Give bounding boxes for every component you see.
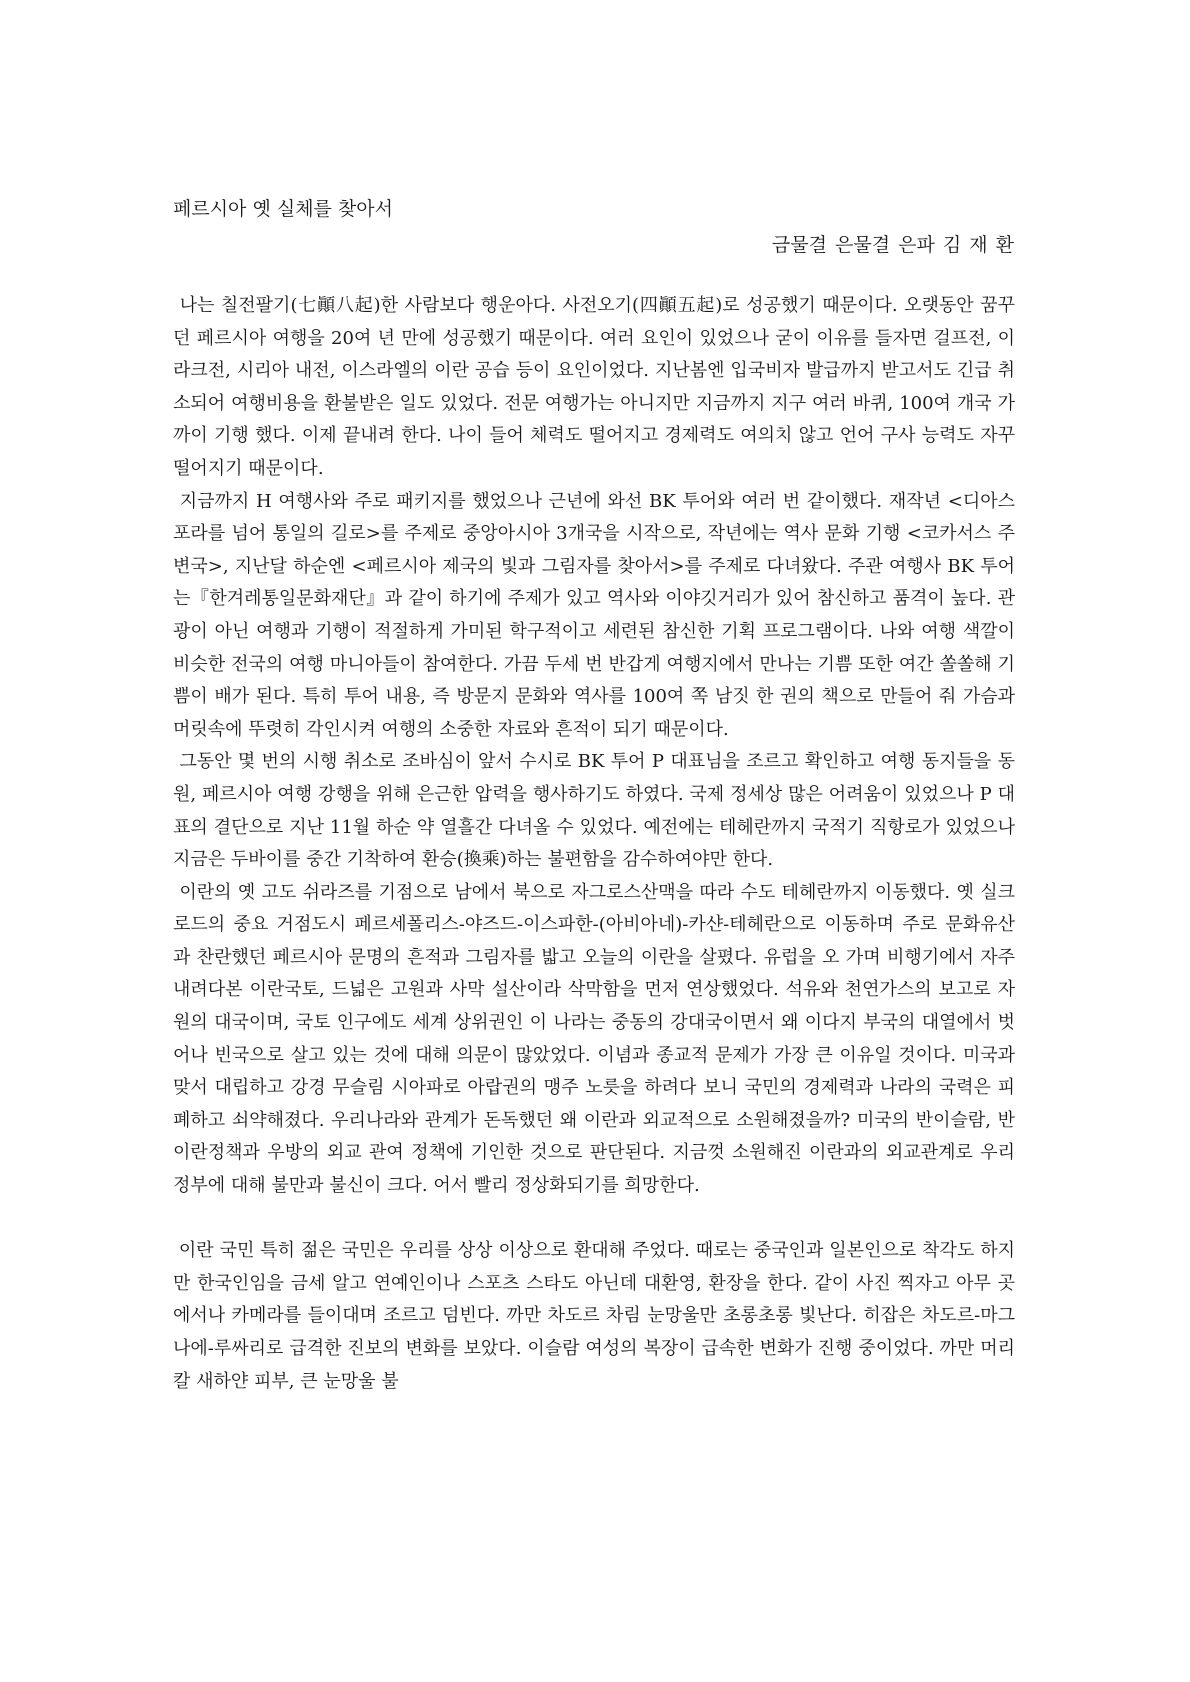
paragraph-1: 나는 칠전팔기(七顚八起)한 사람보다 행운아다. 사전오기(四顚五起)로 성공했기 때문이다. 오랫동안 꿈꾸던 페르시아 여행을 20여 년 만에 성공했기 때문이다. 여러 요인이 있었으나 굳이 이유를 들자면 걸프전, 이라크전, 시리아 내전, 이스라엘의 이란 공습 등이 요인이었다. 지난봄엔 입국비자 발급까지 받고서도 긴급 취소되어 여행비용을 환불받은 일도 있었다. 전문 여행가는 아니지만 지금까지 지구 여러 바퀴, 100여 개국 가까이 기행 했다. 이제 끝내려 한다. 나이 들어 체력도 떨어지고 경제력도 여의치 않고 언어 구사 능력도 자꾸 떨어지기 때문이다. (173, 295, 1021, 479)
document-author: 금물결 은물결 은파 김 재 환 (771, 234, 1014, 256)
paragraph-3: 그동안 몇 번의 시행 취소로 조바심이 앞서 수시로 BK 투어 P 대표님을 조르고 확인하고 여행 동지들을 동원, 페르시아 여행 강행을 위해 은근한 압력을 행사하기도 하였다. 국제 정세상 많은 어려움이 있었으나 P 대표의 결단으로 지난 11월 하순 약 열흘간 다녀올 수 있었다. 예전에는 테헤란까지 국적기 직항로가 있었으나 지금은 두바이를 중간 기착하여 환승(換乘)하는 불편함을 감수하여야만 한다. (173, 751, 1021, 871)
paragraph-2: 지금까지 H 여행사와 주로 패키지를 했었으나 근년에 와선 BK 투어와 여러 번 같이했다. 재작년 <디아스포라를 넘어 통일의 길로>를 주제로 중앙아시아 3개국을 시작으로, 작년에는 역사 문화 기행 <코카서스 주변국>, 지난달 하순엔 <페르시아 제국의 빛과 그림자를 찾아서>를 주제로 다녀왔다. 주관 여행사 BK 투어는『한겨레통일문화재단』과 같이 하기에 주제가 있고 역사와 이야깃거리가 있어 참신하고 품격이 높다. 관광이 아닌 여행과 기행이 적절하게 가미된 학구적이고 세련된 참신한 기획 프로그램이다. 나와 여행 색깔이 비슷한 전국의 여행 마니아들이 참여한다. 가끔 두세 번 반갑게 여행지에서 만나는 기쁨 또한 여간 쏠쏠해 기쁨이 배가 된다. 특히 투어 내용, 즉 방문지 문화와 역사를 100여 쪽 남짓 한 권의 책으로 만들어 줘 가슴과 머릿속에 뚜렷히 각인시켜 여행의 소중한 자료와 흔적이 되기 때문이다. (173, 490, 1021, 740)
document-body (173, 290, 1021, 1398)
paragraph-5: 이란 국민 특히 젊은 국민은 우리를 상상 이상으로 환대해 주었다. 때로는 중국인과 일본인으로 착각도 하지만 한국인임을 금세 알고 연예인이나 스포츠 스타도 아닌데 대환영, 환장을 한다. 같이 사진 찍자고 아무 곳에서나 카메라를 들이대며 조르고 덤빈다. 까만 차도르 차림 눈망울만 초롱초롱 빛난다. 히잡은 차도르-마그나에-루싸리로 급격한 진보의 변화를 보았다. 이슬람 여성의 복장이 급속한 변화가 진행 중이었다. 까만 머리칼 새하얀 피부, 큰 눈망울 불 (173, 1240, 1015, 1392)
paragraph-4: 이란의 옛 고도 쉬라즈를 기점으로 남에서 북으로 자그로스산맥을 따라 수도 테헤란까지 이동했다. 옛 실크로드의 중요 거점도시 페르세폴리스-야즈드-이스파한-(아비아네)-카샨-테헤란으로 이동하며 주로 문화유산과 찬란했던 페르시아 문명의 흔적과 그림자를 밟고 오늘의 이란을 살폈다. 유럽을 오 가며 비행기에서 자주 내려다본 이란국토, 드넓은 고원과 사막 설산이라 삭막함을 먼저 연상했었다. 석유와 천연가스의 보고로 자원의 대국이며, 국토 인구에도 세계 상위권인 이 나라는 중동의 강대국이면서 왜 이다지 부국의 대열에서 벗어나 빈국으로 살고 있는 것에 대해 의문이 많았었다. 이념과 종교적 문제가 가장 큰 이유일 것이다. 미국과 맞서 대립하고 강경 무슬림 시아파로 아랍권의 맹주 노릇을 하려다 보니 국민의 경제력과 나라의 국력은 피폐하고 쇠약해졌다. 우리나라와 관계가 돈독했던 왜 이란과 외교적으로 소원해졌을까? 미국의 반이슬람, 반이란정책과 우방의 외교 관여 정책에 기인한 것으로 판단된다. 지금껏 소원해진 이란과의 외교관계로 우리 정부에 대해 불만과 불신이 크다. 어서 빨리 정상화되기를 희망한다. (173, 881, 1021, 1197)
document-title: 페르시아 옛 실체를 찾아서 (173, 198, 394, 220)
